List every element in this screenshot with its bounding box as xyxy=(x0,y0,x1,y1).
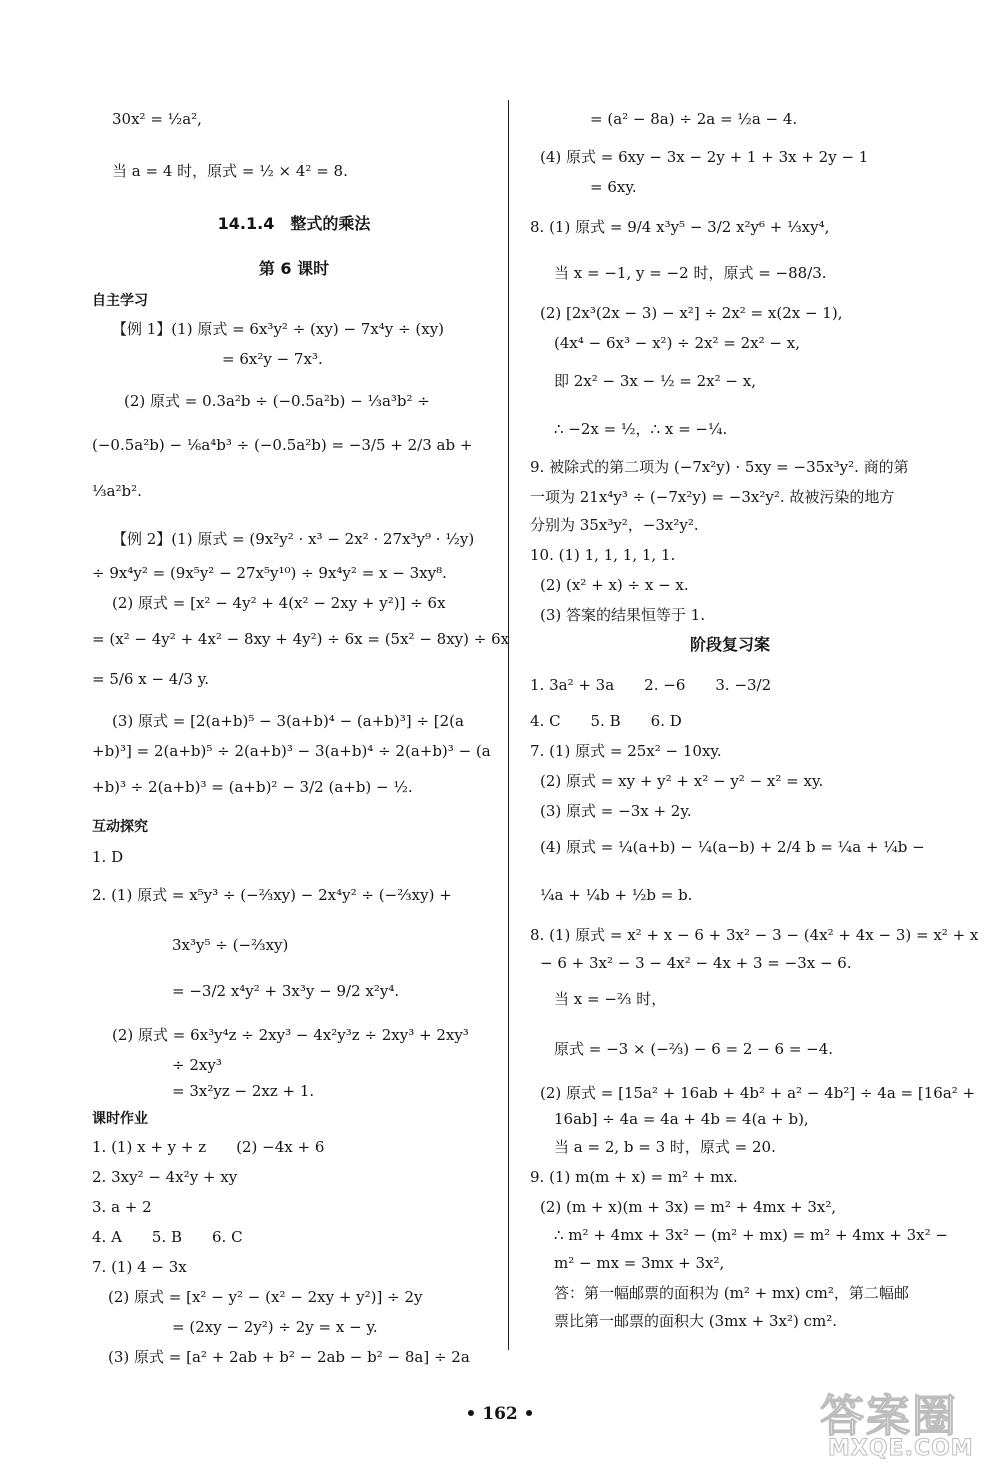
text-line: 10. (1) 1, 1, 1, 1, 1. xyxy=(530,546,676,564)
text-line: 8. (1) 原式 = 9/4 x³y⁵ − 3/2 x²y⁶ + ⅓xy⁴, xyxy=(530,218,830,236)
text-line: 一项为 21x⁴y³ ÷ (−7x²y) = −3x²y². 故被污染的地方 xyxy=(530,488,895,506)
text-line: 8. (1) 原式 = x² + x − 6 + 3x² − 3 − (4x² + 4x − 3) = x² + x xyxy=(530,926,979,944)
text-line: − 6 + 3x² − 3 − 4x² − 4x + 3 = −3x − 6. xyxy=(540,954,852,972)
text-line: (−0.5a²b) − ⅙a⁴b³ ÷ (−0.5a²b) = −3/5 + 2/3 ab + xyxy=(92,436,473,454)
watermark-text: 答案圈 xyxy=(820,1391,958,1442)
text-line: 当 a = 2, b = 3 时，原式 = 20. xyxy=(554,1138,776,1156)
text-line: (2) 原式 = xy + y² + x² − y² − x² = xy. xyxy=(540,772,824,790)
text-line: 2. 3xy² − 4x²y + xy xyxy=(92,1168,238,1186)
text-line: 9. 被除式的第二项为 (−7x²y) · 5xy = −35x³y². 商的第 xyxy=(530,458,909,476)
lesson-title: 第 6 课时 xyxy=(258,259,330,278)
text-line: = 3x²yz − 2xz + 1. xyxy=(172,1082,315,1100)
text-line: 7. (1) 4 − 3x xyxy=(92,1258,187,1276)
text-line: (2) 原式 = [x² − y² − (x² − 2xy + y²)] ÷ 2y xyxy=(108,1288,423,1306)
subsection-heading: 自主学习 xyxy=(92,293,148,309)
subsection-heading: 课时作业 xyxy=(92,1111,148,1127)
text-line: (4) 原式 = ¼(a+b) − ¼(a−b) + 2/4 b = ¼a + ¼b − xyxy=(540,838,925,856)
text-line: = 6xy. xyxy=(590,178,637,196)
text-line: +b)³ ÷ 2(a+b)³ = (a+b)² − 3/2 (a+b) − ½. xyxy=(92,778,413,796)
text-line: (3) 原式 = [a² + 2ab + b² − 2ab − b² − 8a] ÷ 2a xyxy=(108,1348,470,1366)
text-line: 16ab] ÷ 4a = 4a + 4b = 4(a + b), xyxy=(554,1110,809,1128)
text-line: (2) 原式 = [x² − 4y² + 4(x² − 2xy + y²)] ÷ 6x xyxy=(112,594,446,612)
text-line: 当 x = −⅔ 时， xyxy=(554,990,667,1008)
text-line: 【例 1】(1) 原式 = 6x³y² ÷ (xy) − 7x⁴y ÷ (xy) xyxy=(112,320,445,338)
text-line: (2) (m + x)(m + 3x) = m² + 4mx + 3x², xyxy=(540,1198,837,1216)
text-line: ⅓a²b². xyxy=(92,482,142,500)
text-line: (2) [2x³(2x − 3) − x²] ÷ 2x² = x(2x − 1), xyxy=(540,304,843,322)
text-line: 当 a = 4 时，原式 = ½ × 4² = 8. xyxy=(112,162,348,180)
text-line: 3. a + 2 xyxy=(92,1198,152,1216)
text-line: 当 x = −1, y = −2 时，原式 = −88/3. xyxy=(554,264,827,282)
text-line: = −3/2 x⁴y² + 3x³y − 9/2 x²y⁴. xyxy=(172,982,400,1000)
text-line: 4. A 5. B 6. C xyxy=(92,1228,243,1246)
text-line: m² − mx = 3mx + 3x², xyxy=(554,1254,725,1272)
text-line: 1. (1) x + y + z (2) −4x + 6 xyxy=(92,1138,325,1156)
section-title: 14.1.4 整式的乘法 xyxy=(217,214,371,233)
text-line: 票比第一邮票的面积大 (3mx + 3x²) cm². xyxy=(554,1312,837,1330)
text-line: (4x⁴ − 6x³ − x²) ÷ 2x² = 2x² − x, xyxy=(554,334,800,352)
text-line: 答：第一幅邮票的面积为 (m² + mx) cm²，第二幅邮 xyxy=(554,1284,909,1302)
text-line: 【例 2】(1) 原式 = (9x²y² · x³ − 2x² · 27x³y⁹ · ½y) xyxy=(112,530,475,548)
text-line: (4) 原式 = 6xy − 3x − 2y + 1 + 3x + 2y − 1 xyxy=(540,148,869,166)
text-line: 2. (1) 原式 = x⁵y³ ÷ (−⅔xy) − 2x⁴y² ÷ (−⅔xy) + xyxy=(92,886,452,904)
right-column xyxy=(530,100,979,1360)
text-line: ∴ −2x = ½，∴ x = −¼. xyxy=(554,420,728,438)
left-column xyxy=(92,100,510,1366)
text-line: 30x² = ½a², xyxy=(112,110,202,128)
text-line: (3) 原式 = [2(a+b)⁵ − 3(a+b)⁴ − (a+b)³] ÷ [2(a xyxy=(112,712,464,730)
text-line: 1. D xyxy=(92,848,124,866)
text-line: (2) 原式 = [15a² + 16ab + 4b² + a² − 4b²] ÷ 4a = [16a² + xyxy=(540,1084,976,1102)
text-line: ¼a + ¼b + ½b = b. xyxy=(540,886,693,904)
section-title: 阶段复习案 xyxy=(689,635,770,654)
text-line: (2) 原式 = 0.3a²b ÷ (−0.5a²b) − ⅓a³b² ÷ xyxy=(124,392,430,410)
column-divider xyxy=(508,100,509,1350)
text-line: (2) (x² + x) ÷ x − x. xyxy=(540,576,689,594)
text-line: 原式 = −3 × (−⅔) − 6 = 2 − 6 = −4. xyxy=(554,1040,834,1058)
text-line: 3x³y⁵ ÷ (−⅔xy) xyxy=(172,936,289,954)
text-line: 7. (1) 原式 = 25x² − 10xy. xyxy=(530,742,722,760)
text-line: 1. 3a² + 3a 2. −6 3. −3/2 xyxy=(530,676,772,694)
text-line: (3) 答案的结果恒等于 1. xyxy=(540,606,706,624)
watermark-logo xyxy=(820,1380,995,1465)
subsection-heading: 互动探究 xyxy=(92,819,148,835)
text-line: ÷ 2xy³ xyxy=(172,1056,222,1074)
text-line: 4. C 5. B 6. D xyxy=(530,712,682,730)
text-line: 即 2x² − 3x − ½ = 2x² − x, xyxy=(554,372,756,390)
text-line: = (a² − 8a) ÷ 2a = ½a − 4. xyxy=(590,110,798,128)
text-line: 分别为 35x³y²，−3x²y². xyxy=(530,516,699,534)
text-line: ÷ 9x⁴y² = (9x⁵y² − 27x⁵y¹⁰) ÷ 9x⁴y² = x − 3xy⁸. xyxy=(92,564,447,582)
watermark-url: MXQE.COM xyxy=(828,1436,974,1461)
text-line: 9. (1) m(m + x) = m² + mx. xyxy=(530,1168,738,1186)
text-line: +b)³] = 2(a+b)⁵ ÷ 2(a+b)³ − 3(a+b)⁴ ÷ 2(a+b)³ − (a xyxy=(92,742,491,760)
page-number: • 162 • xyxy=(465,1404,535,1424)
text-line: (3) 原式 = −3x + 2y. xyxy=(540,802,692,820)
text-line: (2) 原式 = 6x³y⁴z ÷ 2xy³ − 4x²y³z ÷ 2xy³ + 2xy³ xyxy=(112,1026,469,1044)
text-line: = (2xy − 2y²) ÷ 2y = x − y. xyxy=(172,1318,378,1336)
text-line: = 6x²y − 7x³. xyxy=(222,350,323,368)
text-line: = 5/6 x − 4/3 y. xyxy=(92,670,209,688)
text-line: ∴ m² + 4mx + 3x² − (m² + mx) = m² + 4mx + 3x² − xyxy=(554,1226,948,1244)
text-line: = (x² − 4y² + 4x² − 8xy + 4y²) ÷ 6x = (5x² − 8xy) ÷ 6x xyxy=(92,630,510,648)
